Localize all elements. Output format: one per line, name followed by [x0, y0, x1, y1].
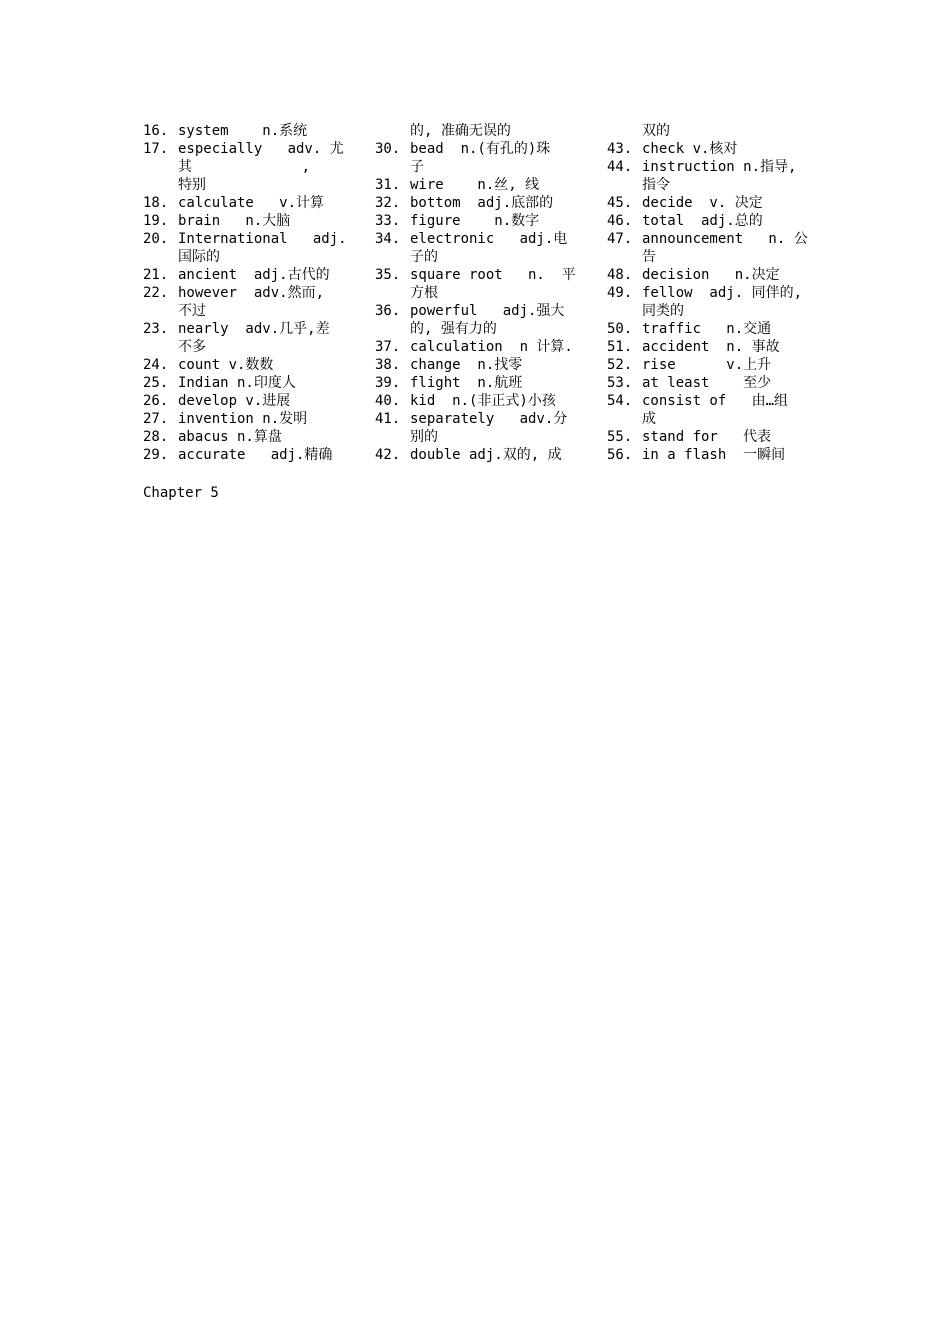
entry-text-line: check v.核对: [642, 141, 738, 157]
entry-text-line: 指令: [642, 177, 670, 193]
entry-number: 25.: [143, 375, 169, 391]
vocab-entry: [607, 194, 817, 212]
entry-text-line: 同类的: [642, 303, 684, 319]
vocab-entry: [143, 266, 348, 284]
entry-number: 42.: [375, 447, 401, 463]
vocab-entry: [607, 428, 817, 446]
entry-number: 54.: [607, 393, 633, 409]
entry-text-line: 国际的: [178, 249, 220, 265]
entry-text-line: 不过: [178, 303, 206, 319]
entry-number: 22.: [143, 285, 169, 301]
entry-number: 31.: [375, 177, 401, 193]
entry-text-line: system n.系统: [178, 123, 308, 139]
entry-text-line: accurate adj.精确: [178, 447, 333, 463]
entry-number: 51.: [607, 339, 633, 355]
entry-number: 16.: [143, 123, 169, 139]
entry-text-line: square root n. 平: [410, 267, 576, 283]
entry-text-line: calculation n 计算.: [410, 339, 573, 355]
entry-text-line: 特别: [178, 177, 206, 193]
entry-text-line: brain n.大脑: [178, 213, 291, 229]
entry-text-line: figure n.数字: [410, 213, 540, 229]
vocab-entry: [607, 212, 817, 230]
entry-text-line: Indian n.印度人: [178, 375, 296, 391]
entry-text-line: electronic adj.电: [410, 231, 568, 247]
vocab-entry: [143, 428, 348, 446]
entry-text-line: 子的: [410, 249, 438, 265]
entry-number: 52.: [607, 357, 633, 373]
vocab-entry: [607, 140, 817, 158]
entry-number: 46.: [607, 213, 633, 229]
vocab-entry: [375, 212, 580, 230]
vocab-entry: [607, 338, 817, 356]
entry-text-line: ancient adj.古代的: [178, 267, 330, 283]
vocab-entry: [143, 356, 348, 374]
continued-line: 的, 准确无误的: [410, 123, 511, 139]
entry-number: 41.: [375, 411, 401, 427]
entry-number: 33.: [375, 213, 401, 229]
entry-text-line: bead n.(有孔的)珠: [410, 141, 551, 157]
vocab-entry: [143, 140, 348, 194]
entry-text-line: 方根: [410, 285, 438, 301]
entry-text-line: 的, 强有力的: [410, 321, 497, 337]
entry-text-line: total adj.总的: [642, 213, 763, 229]
entry-number: 29.: [143, 447, 169, 463]
entry-number: 47.: [607, 231, 633, 247]
entry-number: 48.: [607, 267, 633, 283]
vocab-column-3: [607, 122, 817, 464]
vocab-entry: [375, 356, 580, 374]
entry-number: 43.: [607, 141, 633, 157]
entry-number: 53.: [607, 375, 633, 391]
entry-text-line: at least 至少: [642, 375, 772, 391]
entry-number: 34.: [375, 231, 401, 247]
entry-text-line: 别的: [410, 429, 438, 445]
entry-number: 23.: [143, 321, 169, 337]
vocab-entry: [375, 140, 580, 176]
vocab-entry: [607, 446, 817, 464]
vocab-entry: [143, 194, 348, 212]
entry-number: 18.: [143, 195, 169, 211]
entry-number: 35.: [375, 267, 401, 283]
entry-number: 28.: [143, 429, 169, 445]
entry-text-line: 告: [642, 249, 656, 265]
entry-text-line: fellow adj. 同伴的,: [642, 285, 803, 301]
vocab-entry: [375, 410, 580, 446]
entry-number: 19.: [143, 213, 169, 229]
vocab-entry: [143, 284, 348, 320]
vocab-entry: [375, 176, 580, 194]
entry-number: 36.: [375, 303, 401, 319]
vocab-entry: [607, 266, 817, 284]
vocab-entry: [375, 230, 580, 266]
vocab-entry: [143, 392, 348, 410]
entry-text-line: traffic n.交通: [642, 321, 772, 337]
vocab-entry: [143, 374, 348, 392]
entry-text-line: 不多: [178, 339, 206, 355]
vocab-entry: [143, 122, 348, 140]
vocab-entry: [143, 212, 348, 230]
entry-text-line: instruction n.指导,: [642, 159, 797, 175]
entry-text-line: in a flash 一瞬间: [642, 447, 786, 463]
vocab-entry: [375, 374, 580, 392]
entry-number: 44.: [607, 159, 633, 175]
entry-text-line: wire n.丝, 线: [410, 177, 540, 193]
vocab-entry: [375, 446, 580, 464]
vocab-entry: [607, 320, 817, 338]
entry-text-line: change n.找零: [410, 357, 523, 373]
vocab-entry: [607, 284, 817, 320]
vocab-entry: [375, 338, 580, 356]
entry-number: 45.: [607, 195, 633, 211]
entry-text-line: announcement n. 公: [642, 231, 808, 247]
entry-text-line: 成: [642, 411, 656, 427]
entry-number: 40.: [375, 393, 401, 409]
entry-text-line: separately adv.分: [410, 411, 568, 427]
vocab-column-2: [375, 122, 580, 464]
entry-text-line: nearly adv.几乎,差: [178, 321, 330, 337]
vocab-entry: [607, 356, 817, 374]
vocab-entry: [607, 230, 817, 266]
entry-text-line: abacus n.算盘: [178, 429, 282, 445]
vocab-entry: [143, 446, 348, 464]
entry-text-line: invention n.发明: [178, 411, 308, 427]
vocab-entry: [607, 374, 817, 392]
vocab-entry: [375, 266, 580, 302]
entry-text-line: count v.数数: [178, 357, 274, 373]
entry-number: 39.: [375, 375, 401, 391]
vocab-entry: [375, 392, 580, 410]
chapter-heading: Chapter 5: [143, 485, 219, 501]
entry-text-line: rise v.上升: [642, 357, 772, 373]
vocab-entry: [143, 410, 348, 428]
vocab-entry: [607, 158, 817, 194]
entry-number: 30.: [375, 141, 401, 157]
entry-text-line: kid n.(非正式)小孩: [410, 393, 556, 409]
entry-number: 32.: [375, 195, 401, 211]
entry-text-line: powerful adj.强大: [410, 303, 565, 319]
entry-text-line: stand for 代表: [642, 429, 772, 445]
entry-number: 27.: [143, 411, 169, 427]
entry-text-line: bottom adj.底部的: [410, 195, 554, 211]
entry-text-line: flight n.航班: [410, 375, 523, 391]
entry-number: 56.: [607, 447, 633, 463]
entry-number: 21.: [143, 267, 169, 283]
entry-number: 37.: [375, 339, 401, 355]
entry-number: 49.: [607, 285, 633, 301]
entry-text-line: International adj.: [178, 231, 347, 247]
entry-text-line: double adj.双的, 成: [410, 447, 562, 463]
entry-number: 20.: [143, 231, 169, 247]
entry-number: 24.: [143, 357, 169, 373]
vocab-entry: [375, 302, 580, 338]
entry-text-line: 其 ,: [178, 159, 311, 175]
entry-text-line: calculate v.计算: [178, 195, 325, 211]
entry-text-line: accident n. 事故: [642, 339, 780, 355]
entry-number: 50.: [607, 321, 633, 337]
entry-number: 17.: [143, 141, 169, 157]
entry-text-line: develop v.进展: [178, 393, 291, 409]
entry-text-line: decide v. 决定: [642, 195, 763, 211]
vocab-column-1: [143, 122, 348, 464]
entry-text-line: consist of 由…组: [642, 393, 789, 409]
entry-number: 38.: [375, 357, 401, 373]
entry-text-line: however adv.然而,: [178, 285, 325, 301]
entry-text-line: especially adv. 尤: [178, 141, 344, 157]
continued-line: 双的: [642, 123, 670, 139]
vocab-entry: [143, 230, 348, 266]
entry-number: 55.: [607, 429, 633, 445]
vocab-entry: [607, 392, 817, 428]
vocab-entry: [143, 320, 348, 356]
entry-text-line: decision n.决定: [642, 267, 780, 283]
entry-text-line: 子: [410, 159, 424, 175]
entry-number: 26.: [143, 393, 169, 409]
vocab-entry: [375, 194, 580, 212]
